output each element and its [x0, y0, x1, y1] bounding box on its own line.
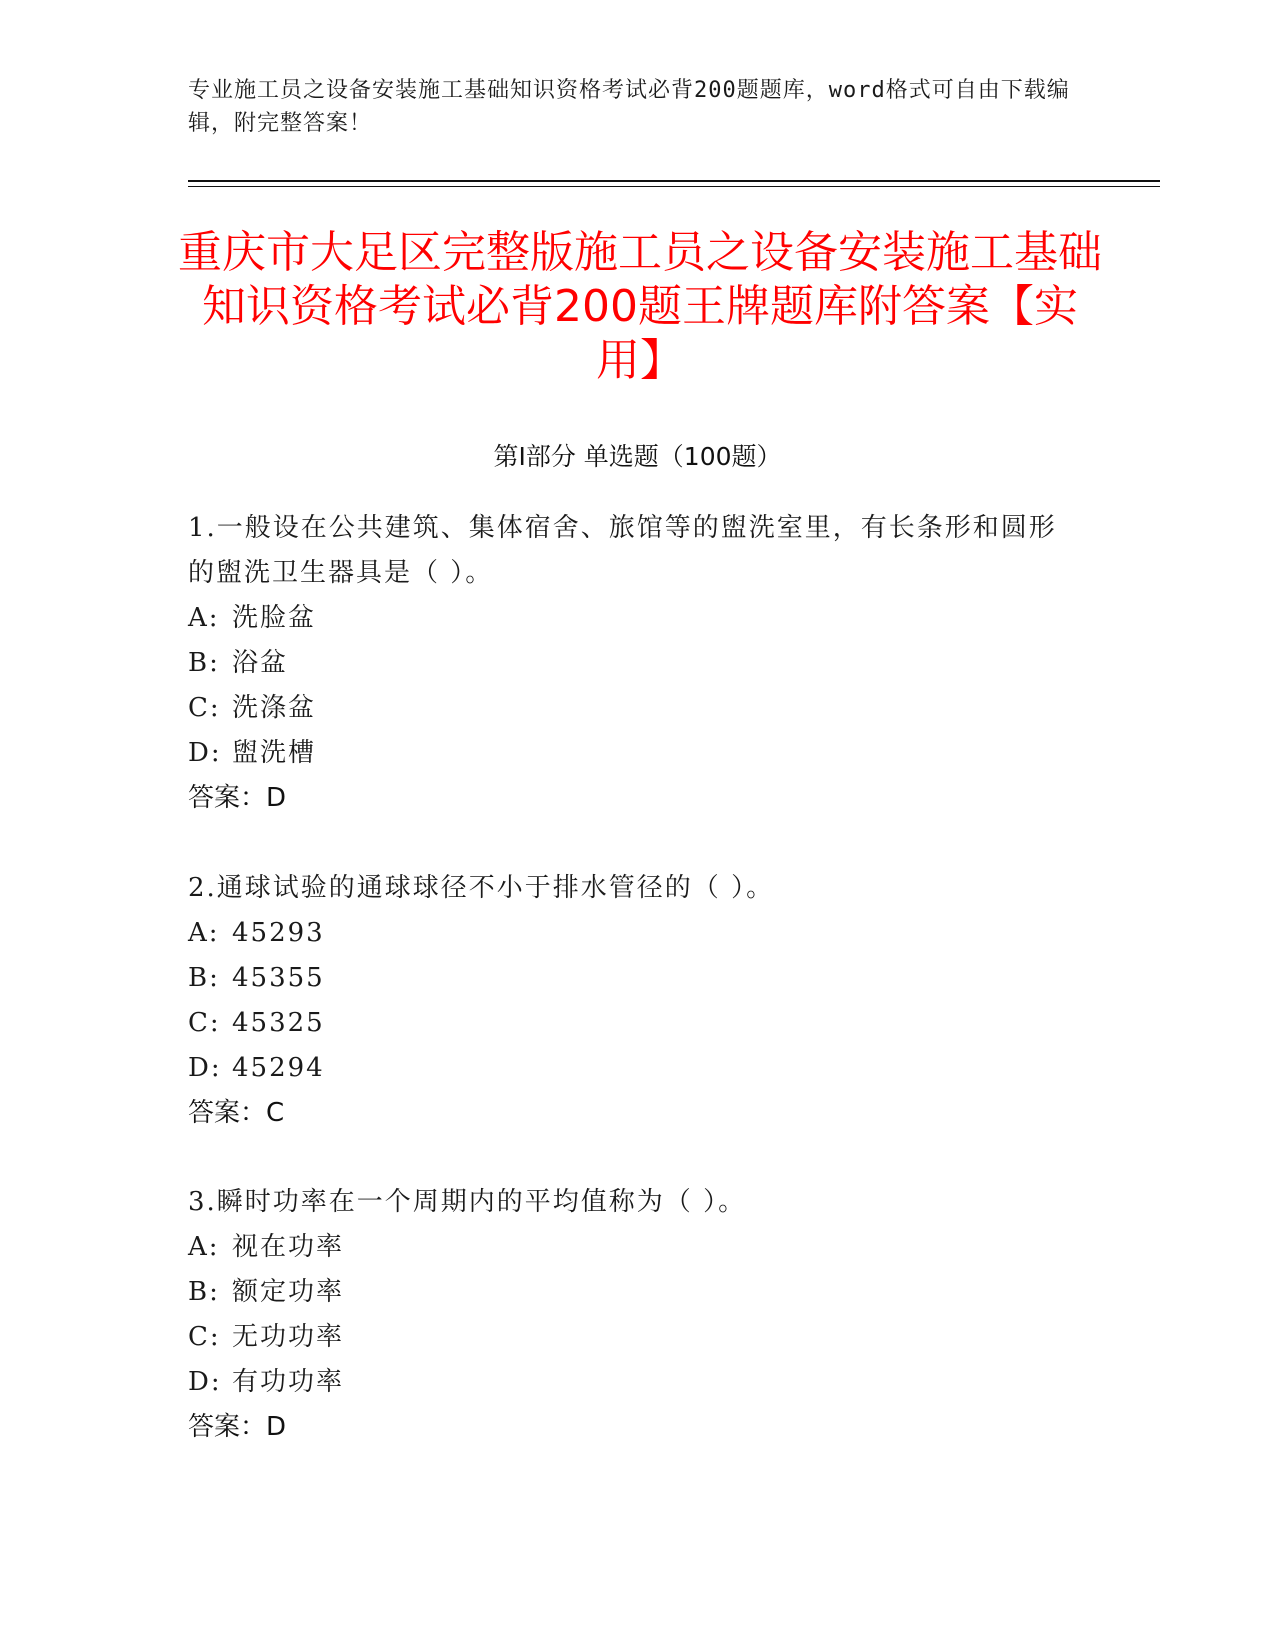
option-key: A:	[188, 918, 220, 948]
option-key: C:	[188, 1008, 221, 1038]
option-text: 盥洗槽	[232, 738, 317, 768]
question-stem: 2.通球试验的通球球径不小于排水管径的（ ）。	[188, 873, 775, 903]
option-text: 有功功率	[232, 1367, 345, 1397]
header-divider-thin	[188, 186, 1160, 187]
option-text: 视在功率	[232, 1232, 345, 1262]
option-c	[188, 1001, 1068, 1046]
option-a	[188, 911, 1068, 956]
question-3	[188, 1180, 1068, 1450]
option-key: A:	[188, 1232, 220, 1262]
option-d	[188, 731, 1068, 776]
option-text: 45294	[232, 1053, 325, 1083]
option-text: 45325	[232, 1008, 325, 1038]
option-b	[188, 1270, 1068, 1315]
question-2	[188, 866, 1068, 1136]
answer: 答案：C	[188, 1098, 285, 1128]
option-text: 额定功率	[232, 1277, 345, 1307]
option-key: A:	[188, 603, 220, 633]
option-key: C:	[188, 693, 221, 723]
document-title: 重庆市大足区完整版施工员之设备安装施工基础知识资格考试必背200题王牌题库附答案【实用】	[178, 227, 1102, 386]
section-title: 第I部分 单选题（100题）	[493, 442, 782, 471]
option-key: B:	[188, 648, 220, 678]
question-stem: 3.瞬时功率在一个周期内的平均值称为（ ）。	[188, 1187, 747, 1217]
option-b	[188, 641, 1068, 686]
question-1	[188, 506, 1068, 821]
option-text: 45355	[232, 963, 325, 993]
option-text: 45293	[232, 918, 325, 948]
option-key: B:	[188, 963, 220, 993]
option-c	[188, 686, 1068, 731]
option-a	[188, 596, 1068, 641]
option-b	[188, 956, 1068, 1001]
option-text: 无功功率	[232, 1322, 345, 1352]
option-key: D:	[188, 1367, 222, 1397]
option-key: D:	[188, 1053, 222, 1083]
answer: 答案：D	[188, 1412, 287, 1442]
option-d	[188, 1046, 1068, 1091]
option-key: C:	[188, 1322, 221, 1352]
option-text: 洗脸盆	[232, 603, 317, 633]
option-d	[188, 1360, 1068, 1405]
option-text: 浴盆	[232, 648, 289, 678]
answer: 答案：D	[188, 783, 287, 813]
header-divider-thick	[188, 180, 1160, 182]
header-note: 专业施工员之设备安装施工基础知识资格考试必背200题题库，word格式可自由下载编辑，附完整答案！	[188, 78, 1070, 136]
option-key: B:	[188, 1277, 220, 1307]
option-c	[188, 1315, 1068, 1360]
question-stem: 1.一般设在公共建筑、集体宿舍、旅馆等的盥洗室里，有长条形和圆形的盥洗卫生器具是（ ）。	[188, 513, 1057, 588]
option-a	[188, 1225, 1068, 1270]
option-text: 洗涤盆	[232, 693, 317, 723]
option-key: D:	[188, 738, 222, 768]
